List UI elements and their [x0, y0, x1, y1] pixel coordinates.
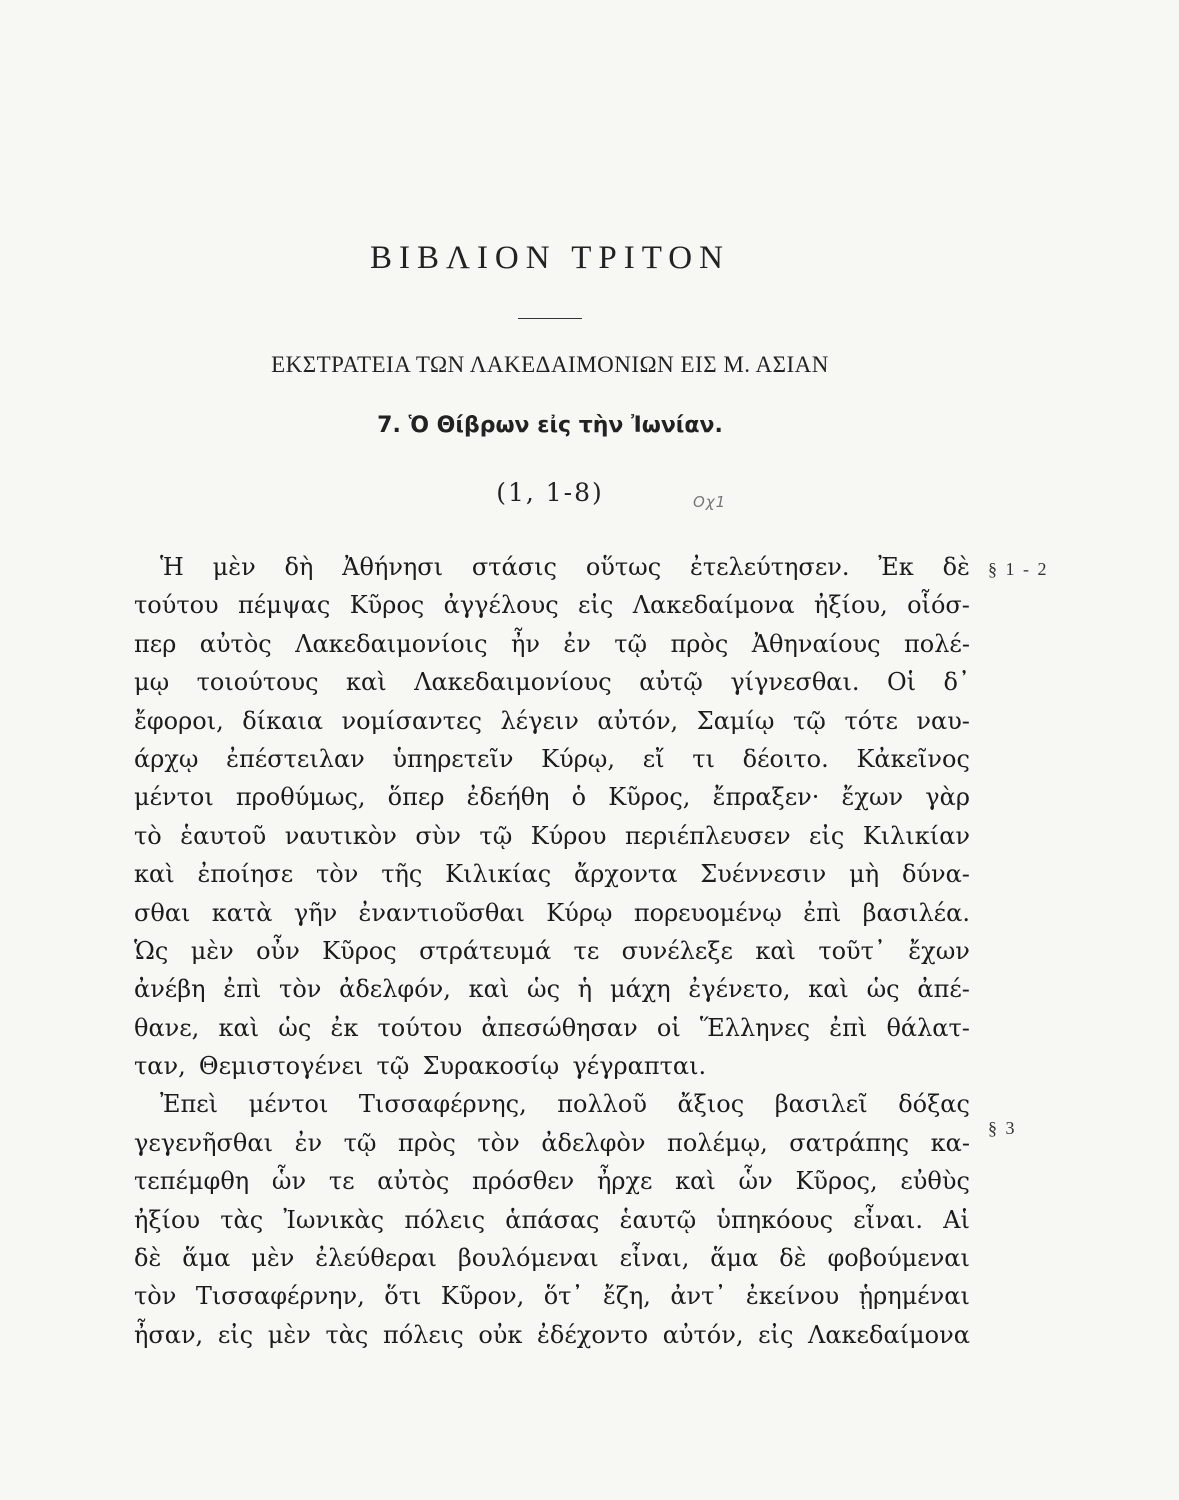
word: ἀντ᾽ — [670, 1282, 727, 1311]
word: πέμψας — [238, 591, 331, 620]
word: ἁπάσας — [505, 1205, 600, 1234]
word: ὑπηρετεῖν — [392, 744, 514, 773]
word: τι — [692, 744, 715, 773]
text-line — [134, 548, 970, 586]
text-line — [134, 1239, 970, 1277]
word: πολέ- — [904, 629, 970, 658]
word: σθαι — [134, 898, 191, 927]
word: Ἀθήνησι — [342, 553, 444, 581]
word: δίκαια — [242, 706, 323, 735]
word: δύνα- — [901, 860, 970, 889]
word: ἐγένετο, — [688, 975, 791, 1004]
word: λέγειν — [500, 706, 579, 735]
word: βασιλεῖ — [774, 1090, 868, 1119]
word: ἐκείνου — [745, 1282, 840, 1311]
word: γέγραπται. — [572, 1052, 707, 1081]
word: κατὰ — [211, 898, 273, 927]
word: ἀγγέλους — [443, 591, 559, 620]
word: πόλεις — [404, 1205, 486, 1234]
word: τε — [328, 1167, 355, 1196]
word: Θεμιστογένει — [198, 1052, 364, 1081]
text-line — [134, 1316, 970, 1354]
word: οἷόσ- — [907, 591, 970, 620]
word: Ἰωνικὰς — [283, 1205, 385, 1234]
word: Τισσαφέρνης, — [358, 1090, 527, 1119]
word: Λακεδαίμονα — [808, 1320, 970, 1349]
word: τῷ — [343, 1128, 377, 1157]
word: οἱ — [656, 1013, 681, 1042]
word: τεπέμφθη — [134, 1167, 250, 1196]
word: Λακεδαίμονα — [632, 591, 795, 620]
word: φοβούμεναι — [827, 1244, 970, 1273]
word: ἠξίου, — [814, 591, 888, 620]
word: τῆς — [381, 860, 423, 889]
word: εἰς — [217, 1320, 254, 1349]
word: ἄρχοντα — [574, 860, 678, 889]
word: ἦρχε — [596, 1167, 653, 1196]
word: Κῦρον, — [440, 1282, 525, 1311]
passage-reference: (1, 1-8) — [496, 478, 604, 507]
word: ἔζη, — [602, 1282, 651, 1311]
word: ἀδελφὸν — [541, 1128, 646, 1157]
word: Ἐκ — [878, 553, 914, 581]
word: ἄξιος — [677, 1090, 745, 1119]
word: μάχη — [609, 975, 671, 1004]
word: βασιλέα. — [862, 898, 970, 927]
text-line — [134, 1277, 970, 1315]
margin-note-section-1-2: § 1 - 2 — [988, 559, 1049, 579]
word: θάλατ- — [886, 1013, 970, 1042]
word: τῷ — [614, 629, 648, 658]
word: εἰς — [578, 591, 614, 620]
word: ταν, — [134, 1052, 186, 1081]
word: ἀνέβη — [134, 975, 206, 1004]
word: ἐπὶ — [829, 1013, 868, 1042]
word: ἀπεσώθησαν — [481, 1013, 638, 1042]
word: ὡς — [527, 975, 561, 1004]
word: καὶ — [808, 975, 849, 1004]
word: Τισσαφέρνην, — [195, 1282, 365, 1311]
word: τούτου — [377, 1013, 463, 1042]
word: μῳ — [134, 668, 170, 697]
word: καὶ — [755, 936, 796, 965]
text-line — [134, 1124, 970, 1162]
word: γίγνεσθαι. — [730, 668, 860, 697]
word: μέντοι — [248, 1090, 329, 1119]
word: εἶναι. — [853, 1205, 923, 1234]
word: οὐκ — [478, 1320, 523, 1349]
word: ἑαυτῷ — [619, 1205, 697, 1234]
word: εἰς — [809, 821, 845, 850]
word: γὰρ — [925, 783, 970, 812]
word: τὸ — [134, 821, 162, 850]
word: μὴ — [849, 860, 880, 889]
word: βουλόμεναι — [457, 1244, 599, 1273]
word: ὅτι — [384, 1282, 422, 1311]
word: ἐν — [563, 629, 591, 658]
word: τοιούτους — [196, 668, 319, 697]
word: πρόσθεν — [472, 1167, 575, 1196]
chapter-heading: 7. Ὁ Θίβρων εἰς τὴν Ἰωνίαν. — [377, 413, 723, 438]
word: δὲ — [779, 1244, 807, 1273]
word: ἐδεήθη — [466, 783, 550, 812]
word: Αἱ — [943, 1205, 970, 1234]
word: ἔφοροι, — [134, 706, 224, 735]
word: αὐτῷ — [639, 668, 703, 697]
word: Λακεδαιμονίοις — [295, 629, 488, 658]
word: τῷ — [376, 1052, 410, 1081]
word: μὲν — [251, 1244, 295, 1273]
word: Συρακοσίῳ — [422, 1052, 560, 1081]
word: γεγενῆσθαι — [134, 1128, 273, 1157]
word: ἐπὶ — [803, 898, 842, 927]
text-line — [134, 1085, 970, 1123]
text-line — [134, 1009, 970, 1047]
word: γῆν — [293, 898, 338, 927]
word: σατράπης — [789, 1128, 910, 1157]
word: τούτου — [134, 591, 219, 620]
word: τε — [573, 936, 600, 965]
text-line — [134, 1162, 970, 1200]
text-line — [134, 625, 970, 663]
word: συνέλεξε — [621, 936, 733, 965]
word: Λακεδαιμονίους — [414, 668, 612, 697]
word: οὕτως — [585, 553, 662, 581]
word: ὧν — [271, 1167, 307, 1196]
word: Ἡ — [160, 553, 184, 581]
word: Κῦρος, — [608, 783, 691, 812]
word: ὅτ᾽ — [543, 1282, 584, 1311]
word: Κῦρος, — [795, 1167, 878, 1196]
word: Ἀθηναίους — [751, 629, 881, 658]
word: Κἀκεῖνος — [856, 744, 970, 773]
paragraph — [134, 1085, 970, 1354]
word: πορευομένῳ — [633, 898, 782, 927]
word: ὑπηκόους — [716, 1205, 834, 1234]
word: τοῦτ᾽ — [818, 936, 886, 965]
word: πολέμῳ, — [667, 1128, 768, 1157]
word: τὸν — [279, 975, 322, 1004]
text-line — [134, 932, 970, 970]
word: σὺν — [415, 821, 461, 850]
word: Ὡς — [134, 936, 169, 965]
word: Κῦρος — [349, 591, 425, 620]
word: ἐπὶ — [223, 975, 262, 1004]
word: ἅμα — [182, 1244, 231, 1273]
word: τότε — [844, 706, 898, 735]
word: Κύρῳ, — [541, 744, 615, 773]
word: Κύρῳ — [546, 898, 613, 927]
word: εὐθὺς — [900, 1167, 970, 1196]
text-line — [134, 894, 970, 932]
word: ναυ- — [916, 706, 970, 735]
word: δὲ — [942, 553, 970, 581]
word: Σαμίῳ — [696, 706, 775, 735]
word: δ᾽ — [943, 668, 970, 697]
word: μὲν — [212, 553, 256, 581]
word: ἑαυτοῦ — [180, 821, 267, 850]
word: θανε, — [134, 1013, 200, 1042]
word: ἔχων — [908, 936, 970, 965]
word: τὰς — [325, 1320, 369, 1349]
word: μέντοι — [134, 783, 214, 812]
handwritten-annotation: Οχ1 — [693, 493, 727, 511]
word: ἔχων — [841, 783, 904, 812]
word: αὐτόν, — [662, 1320, 744, 1349]
word: τὸν — [316, 860, 359, 889]
word: τὸν — [134, 1282, 177, 1311]
word: μὲν — [267, 1320, 311, 1349]
word: ἐποίησε — [197, 860, 294, 889]
word: πρὸς — [670, 629, 729, 658]
word: καὶ — [346, 668, 387, 697]
word: ἐναντιοῦσθαι — [358, 898, 525, 927]
word: ἀδελφόν, — [339, 975, 451, 1004]
text-line — [134, 702, 970, 740]
word: στάσις — [471, 553, 557, 581]
word: οὖν — [256, 936, 300, 965]
word: πόλεις — [383, 1320, 464, 1349]
text-line — [134, 663, 970, 701]
word: ἐδέχοντο — [537, 1320, 649, 1349]
word: ἐτελεύτησεν. — [689, 553, 850, 581]
text-line — [134, 817, 970, 855]
word: Ἐπεὶ — [160, 1090, 219, 1119]
word: νομίσαντες — [341, 706, 482, 735]
word: ἡ — [577, 975, 593, 1004]
word: ἔπραξεν· — [712, 783, 820, 812]
word: ἠξίου — [134, 1205, 201, 1234]
text-line — [134, 586, 970, 624]
section-heading: ΕΚΣΤΡΑΤΕΙΑ ΤΩΝ ΛΑΚΕΔΑΙΜΟΝΙΩΝ ΕΙΣ Μ. ΑΣΙΑΝ — [271, 352, 829, 377]
word: ναυτικὸν — [284, 821, 397, 850]
word: Κιλικίαν — [862, 821, 970, 850]
text-line — [134, 855, 970, 893]
word: περ — [134, 629, 177, 658]
word: ὡς — [866, 975, 900, 1004]
text-line — [134, 778, 970, 816]
word: ἐν — [294, 1128, 323, 1157]
title-divider — [518, 318, 582, 319]
word: ὁ — [571, 783, 587, 812]
word: ἐπέστειλαν — [226, 744, 365, 773]
word: τῷ — [479, 821, 513, 850]
word: Κύρου — [530, 821, 607, 850]
word: Συέννεσιν — [700, 860, 827, 889]
word: ἦν — [510, 629, 540, 658]
margin-note-section-3: § 3 — [988, 1118, 1017, 1138]
word: δόξας — [898, 1090, 970, 1119]
word: ὡς — [278, 1013, 312, 1042]
text-line — [134, 970, 970, 1008]
word: άρχῳ — [134, 744, 199, 773]
word: ὅπερ — [387, 783, 445, 812]
word: ᾑρημέναι — [858, 1282, 970, 1311]
word: κα- — [930, 1128, 970, 1157]
word: στράτευμά — [419, 936, 552, 965]
text-line — [134, 740, 970, 778]
word: ὧν — [738, 1167, 773, 1196]
word: προθύμως, — [235, 783, 366, 812]
word: εἴ — [642, 744, 665, 773]
word: εἰς — [758, 1320, 794, 1349]
word: καὶ — [468, 975, 510, 1004]
word: αὐτόν, — [597, 706, 679, 735]
word: Οἱ — [886, 668, 917, 697]
word: ἀπέ- — [917, 975, 970, 1004]
word: Ἕλληνες — [699, 1013, 811, 1042]
word: πολλοῦ — [557, 1090, 647, 1119]
word: δὴ — [284, 553, 314, 581]
word: Κιλικίας — [445, 860, 552, 889]
word: δὲ — [134, 1244, 162, 1273]
word: τὰς — [220, 1205, 264, 1234]
word: καὶ — [134, 860, 175, 889]
text-line — [134, 1201, 970, 1239]
word: καὶ — [218, 1013, 260, 1042]
text-line — [134, 1047, 970, 1085]
paragraph — [134, 548, 970, 1085]
book-title: ΒΙΒΛΙΟΝ ΤΡΙΤΟΝ — [370, 240, 730, 276]
word: τῷ — [793, 706, 826, 735]
body-text — [134, 548, 970, 1354]
word: τὸν — [477, 1128, 520, 1157]
word: εἶναι, — [619, 1244, 690, 1273]
word: Κῦρος — [322, 936, 397, 965]
word: ἐλεύθεραι — [315, 1244, 437, 1273]
word: ἦσαν, — [134, 1320, 204, 1349]
word: αὐτὸς — [199, 629, 272, 658]
word: περιέπλευσεν — [624, 821, 791, 850]
word: δέοιτο. — [742, 744, 829, 773]
word: ἅμα — [710, 1244, 759, 1273]
word: μὲν — [190, 936, 234, 965]
word: πρὸς — [398, 1128, 456, 1157]
word: καὶ — [675, 1167, 716, 1196]
word: ἐκ — [330, 1013, 359, 1042]
word: αὐτὸς — [377, 1167, 450, 1196]
